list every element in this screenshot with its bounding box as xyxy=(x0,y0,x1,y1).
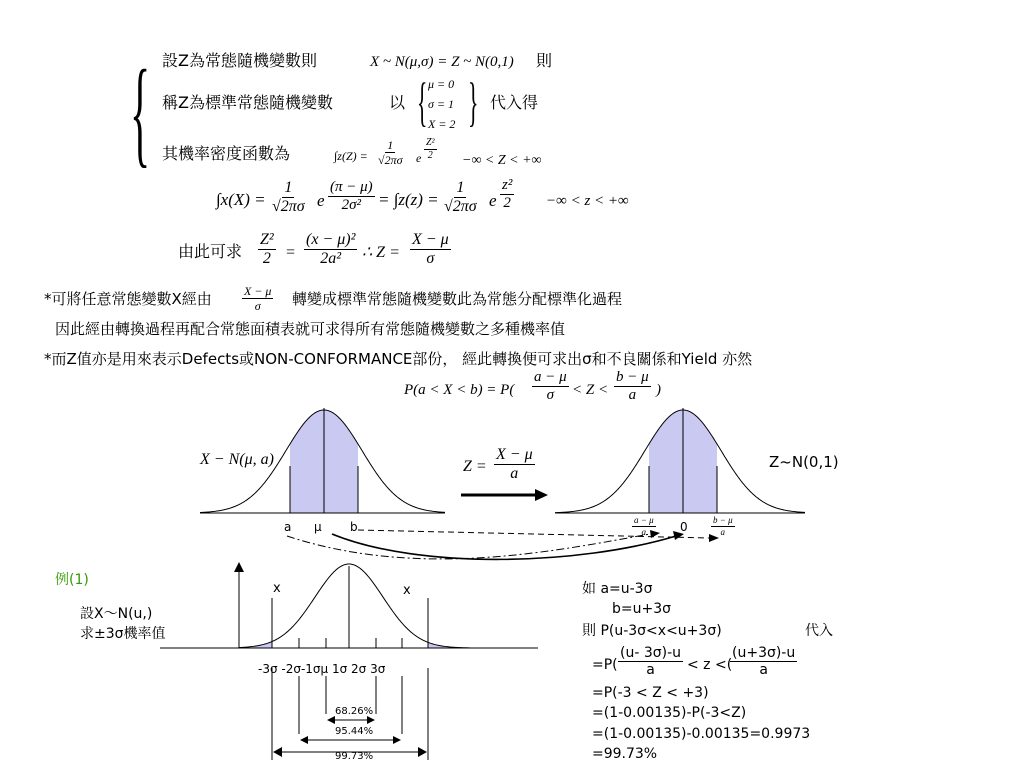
frac-den: 2a² xyxy=(320,250,342,267)
formula2-e1: e xyxy=(317,191,325,210)
frac-num: z² xyxy=(502,177,513,193)
frac-den: 2 xyxy=(262,250,271,267)
frac-num: 1 xyxy=(456,179,465,196)
intro-line3-range: −∞ < Z < +∞ xyxy=(462,153,542,168)
prob-lhs: P(a < X < b) = P( xyxy=(404,382,515,398)
frac-num: b − μ xyxy=(616,369,649,385)
solution-line7: =(1-0.00135)-0.00135=0.9973 xyxy=(592,726,811,742)
formula2-mid: = ∫z(z) = xyxy=(378,190,439,209)
left-tick-mu: μ xyxy=(314,520,322,534)
solution-line4-frac1 xyxy=(618,646,683,677)
frac-den: 2 xyxy=(427,150,433,161)
frac-den: σ xyxy=(254,299,261,313)
range-1sigma-arrowhead-left xyxy=(327,716,335,724)
frac-den: a xyxy=(510,465,519,482)
solution-line8: =99.73% xyxy=(592,746,658,762)
frac-den: 2σ² xyxy=(341,197,362,213)
intro-line2-text: 稱Z為標準常態隨機變數 xyxy=(162,93,333,112)
transform-arrow-head xyxy=(535,489,548,501)
prob-mid: < Z < xyxy=(572,382,609,398)
param-sigma: σ = 1 xyxy=(428,97,455,111)
frac-den: √2πσ xyxy=(444,198,477,215)
note1-prefix: *可將任意常態變數X經由 xyxy=(44,290,212,308)
intro-line2-subst: 代入得 xyxy=(490,93,539,112)
solution-line4-mid: < z <( xyxy=(687,657,733,673)
frac-den: a xyxy=(641,527,647,537)
solution-line5: =P(-3 < Z < +3) xyxy=(592,685,709,701)
left-brace: { xyxy=(130,45,151,178)
example-x-right: x xyxy=(403,583,411,598)
range-3sigma-arrowhead-left xyxy=(273,747,282,757)
frac-num: a − μ xyxy=(534,369,567,385)
formula2-range: −∞ < z < +∞ xyxy=(546,193,629,209)
frac-num: 1 xyxy=(387,138,394,152)
right-curve-label: Z~N(0,1) xyxy=(769,453,839,471)
solution-line3: 則 P(u-3σ<x<u+3σ) xyxy=(582,623,722,639)
derive-eq: = xyxy=(285,244,296,261)
param-brace-right: } xyxy=(468,72,479,132)
right-tick-left-frac xyxy=(632,516,656,537)
right-tick-right-frac xyxy=(711,516,735,537)
solution-line1: 如 a=u-3σ xyxy=(582,581,653,597)
example-axis-labels: -3σ -2σ-1σμ 1σ 2σ 3σ xyxy=(258,662,386,676)
left-tick-b: b xyxy=(350,520,358,534)
frac-num: b − μ xyxy=(713,515,733,525)
solution-line6: =(1-0.00135)-P(-3<Z) xyxy=(592,705,747,721)
derive-therefore: ∴ Z = xyxy=(362,244,400,261)
frac-num: X − μ xyxy=(412,231,449,248)
example-line1: 設X～N(u,) xyxy=(80,606,153,622)
frac-den: √2πσ xyxy=(378,153,403,167)
frac-num: Z² xyxy=(260,231,274,248)
solution-line2: b=u+3σ xyxy=(612,601,672,617)
frac-den: √2πσ xyxy=(272,198,305,215)
frac-num: (x − μ)² xyxy=(306,231,356,248)
formula2-e2: e xyxy=(489,191,497,210)
range-2sigma-arrowhead-right xyxy=(393,736,401,744)
intro-line1-formula: X ~ N(μ,σ) = Z ~ N(0,1) xyxy=(370,54,514,70)
frac-num: (u- 3σ)-u xyxy=(620,645,682,661)
param-x: X = 2 xyxy=(428,117,456,131)
derive-label: 由此可求 xyxy=(178,242,243,261)
param-brace-left: { xyxy=(417,72,428,132)
param-mu: μ = 0 xyxy=(428,77,455,91)
solution-line4-frac2 xyxy=(730,646,797,677)
left-curve-label: X − N(μ, a) xyxy=(200,451,274,468)
range-3sigma-arrowhead-right xyxy=(418,747,427,757)
note3: *而Z值亦是用來表示Defects或NON-CONFORMANCE部份， 經此轉換便可求出σ和不良關係和Yield 亦然 xyxy=(44,350,753,368)
example-pct-99: 99.73% xyxy=(335,751,374,762)
intro-line2-with: 以 xyxy=(389,93,406,112)
intro-line1-then: 則 xyxy=(536,51,553,70)
intro-line3-text: 其機率密度函數為 xyxy=(162,144,291,163)
range-2sigma-arrowhead-left xyxy=(300,736,308,744)
formula2-lhs: ∫x(X) = xyxy=(216,190,266,209)
frac-den: σ xyxy=(546,387,555,403)
example-normal-curve xyxy=(239,564,470,648)
frac-den: a xyxy=(720,527,726,537)
frac-den: a xyxy=(628,387,637,403)
intro-line3-e: e xyxy=(416,151,422,165)
example-y-axis-arrowhead xyxy=(234,562,244,572)
transform-lhs: Z = xyxy=(463,458,487,475)
solution-line3-sub: 代入 xyxy=(805,623,833,639)
frac-num: a − μ xyxy=(634,515,654,525)
frac-den: σ xyxy=(426,250,435,267)
frac-den: a xyxy=(646,662,655,678)
example-x-left: x xyxy=(273,581,281,596)
prob-close: ) xyxy=(656,382,661,398)
frac-num: X − μ xyxy=(496,446,533,463)
left-tick-a: a xyxy=(284,520,292,534)
frac-num: (u+3σ)-u xyxy=(732,645,796,661)
note1-suffix: 轉變成標準常態隨機變數此為常態分配標準化過程 xyxy=(292,290,623,308)
right-tick-zero: 0 xyxy=(680,520,688,534)
example-pct-95: 95.44% xyxy=(335,726,374,737)
frac-den: a xyxy=(759,662,768,678)
solution-line4-prefix: =P( xyxy=(592,657,618,673)
intro-line3-lhs: ∫z(Z) = xyxy=(334,149,368,163)
intro-line1-text: 設Z為常態隨機變數則 xyxy=(162,51,317,70)
example-pct-68: 68.26% xyxy=(335,706,374,717)
example-line2: 求±3σ機率值 xyxy=(80,626,166,642)
frac-den: 2 xyxy=(503,195,511,211)
frac-num: X − μ xyxy=(244,284,272,298)
frac-num: (π − μ) xyxy=(330,179,373,195)
example-title: 例(1) xyxy=(55,572,89,588)
note2: 因此經由轉換過程再配合常態面積表就可求得所有常態隨機變數之多種機率值 xyxy=(55,320,566,338)
transform-frac xyxy=(494,447,535,482)
frac-num: 1 xyxy=(284,179,293,196)
frac-num: Z² xyxy=(426,137,435,148)
